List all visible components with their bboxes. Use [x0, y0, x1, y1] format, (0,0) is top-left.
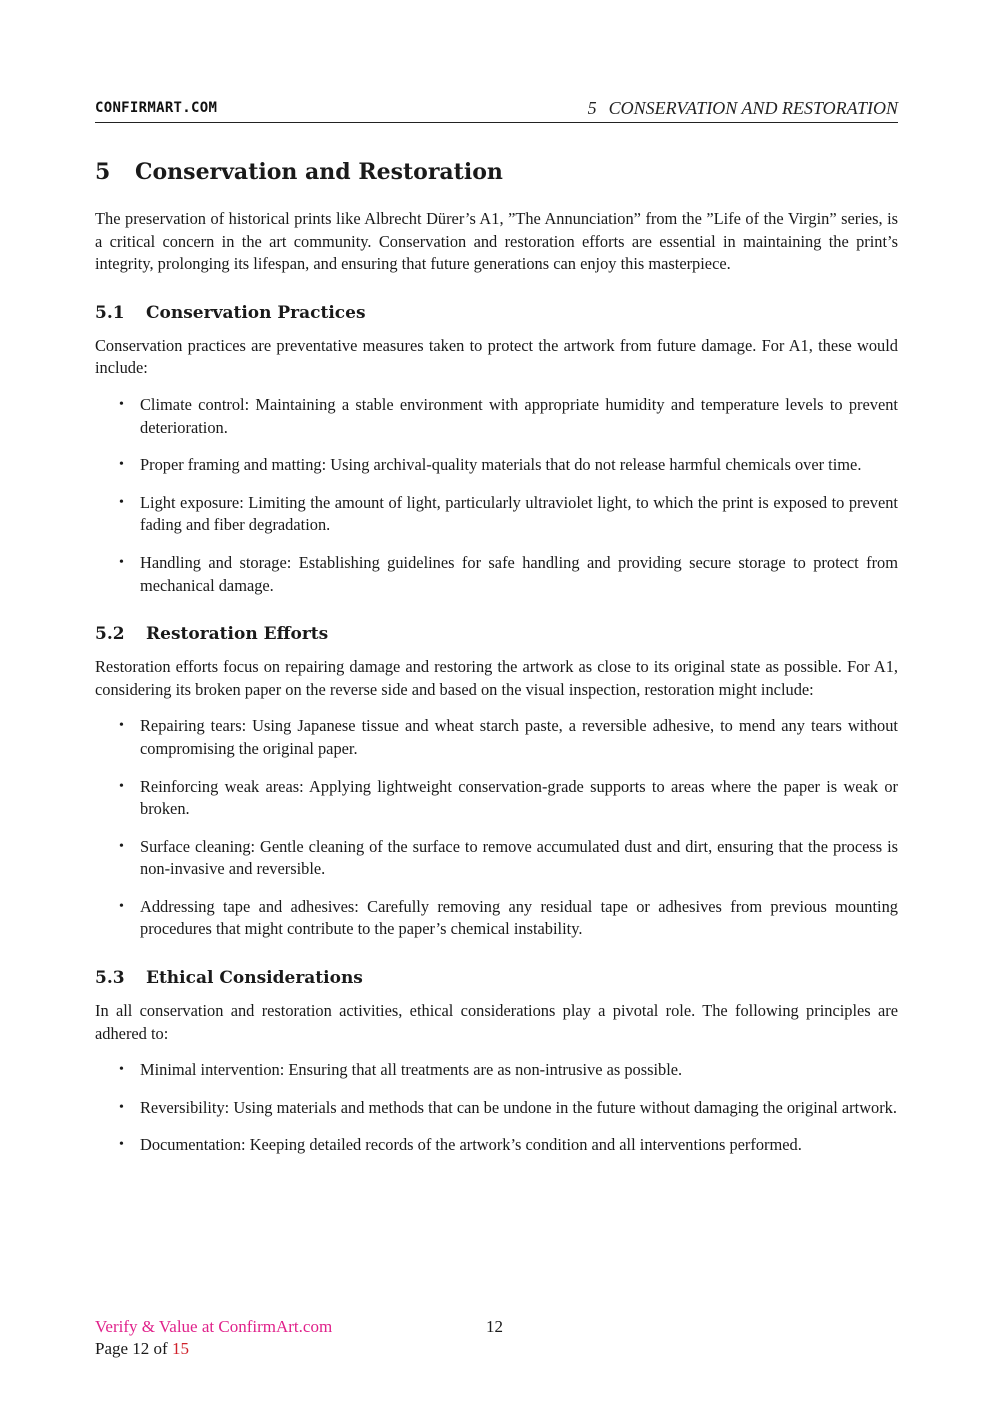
page-total-link[interactable]: 15: [171, 1339, 189, 1358]
list-item: • Reinforcing weak areas: Applying lightweight conservation-grade supports to areas where the paper is weak or broken.: [95, 776, 898, 821]
subsection-number: 5.3: [95, 968, 125, 989]
subsection-heading: [95, 300, 898, 326]
page-footer: [95, 1316, 898, 1360]
list-item: • Addressing tape and adhesives: Carefully removing any residual tape or adhesives from previous mounting procedures that might contribute to the paper’s chemical instability.: [95, 896, 898, 941]
section-content: [95, 155, 898, 1172]
running-header: [95, 96, 898, 123]
page-number: 12: [486, 1317, 503, 1336]
list-item: • Reversibility: Using materials and methods that can be undone in the future without damaging the original artwork.: [95, 1097, 898, 1120]
bullet-list: [95, 394, 898, 597]
section-number: 5: [95, 159, 111, 185]
bullet-list: [95, 715, 898, 941]
list-item: • Repairing tears: Using Japanese tissue and wheat starch paste, a reversible adhesive, to mend any tears without compromising the original paper.: [95, 715, 898, 760]
subsection-title: Ethical Considerations: [146, 968, 363, 989]
subsection-heading: [95, 621, 898, 647]
section-intro: The preservation of historical prints like Albrecht Dürer’s A1, ”The Annunciation” from the ”Life of the Virgin” series, is a critical concern in the art community. Conservation and restoration efforts are essential in maintaining the print’s integrity, prolonging its lifespan, and ensuring that future generations can enjoy this masterpiece.: [95, 209, 898, 274]
subsection-title: Conservation Practices: [146, 302, 366, 323]
page-count: [95, 1338, 898, 1360]
list-item: • Surface cleaning: Gentle cleaning of the surface to remove accumulated dust and dirt, ensuring that the process is non-invasive and reversible.: [95, 836, 898, 881]
section-heading: [95, 155, 898, 189]
bullet-list: [95, 1059, 898, 1157]
list-item: • Handling and storage: Establishing guidelines for safe handling and providing secure storage to protect from mechanical damage.: [95, 552, 898, 597]
list-item: • Documentation: Keeping detailed records of the artwork’s condition and all interventions performed.: [95, 1134, 898, 1157]
subsection-number: 5.2: [95, 624, 125, 645]
subsection-title: Restoration Efforts: [146, 624, 329, 645]
subsection-heading: [95, 965, 898, 991]
subsection-intro: Conservation practices are preventative measures taken to protect the artwork from future damage. For A1, these would include:: [95, 335, 898, 378]
running-section-number: 5: [587, 98, 597, 118]
confirmart-verify-link[interactable]: Verify & Value at ConfirmArt.com: [95, 1317, 333, 1336]
list-item: • Proper framing and matting: Using archival-quality materials that do not release harmful chemicals over time.: [95, 454, 898, 477]
list-item: • Light exposure: Limiting the amount of light, particularly ultraviolet light, to which the print is exposed to prevent fading and fiber degradation.: [95, 492, 898, 537]
subsection-intro: Restoration efforts focus on repairing damage and restoring the artwork as close to its original state as possible. For A1, considering its broken paper on the reverse side and based on the visual inspection, restoration might include:: [95, 657, 898, 699]
subsection-intro: In all conservation and restoration activities, ethical considerations play a pivotal role. The following principles are adhered to:: [95, 1001, 898, 1043]
running-section-name: CONSERVATION AND RESTORATION: [608, 98, 898, 118]
section-title: Conservation and Restoration: [135, 159, 503, 185]
list-item: • Climate control: Maintaining a stable environment with appropriate humidity and temperature levels to prevent deterioration.: [95, 394, 898, 439]
subsection-number: 5.1: [95, 302, 125, 323]
list-item: • Minimal intervention: Ensuring that all treatments are as non-intrusive as possible.: [95, 1059, 898, 1082]
confirmart-logo: CONFIRMART.COM: [95, 100, 218, 116]
running-section-title: [588, 98, 898, 119]
page-count-label: Page 12 of: [95, 1339, 168, 1358]
